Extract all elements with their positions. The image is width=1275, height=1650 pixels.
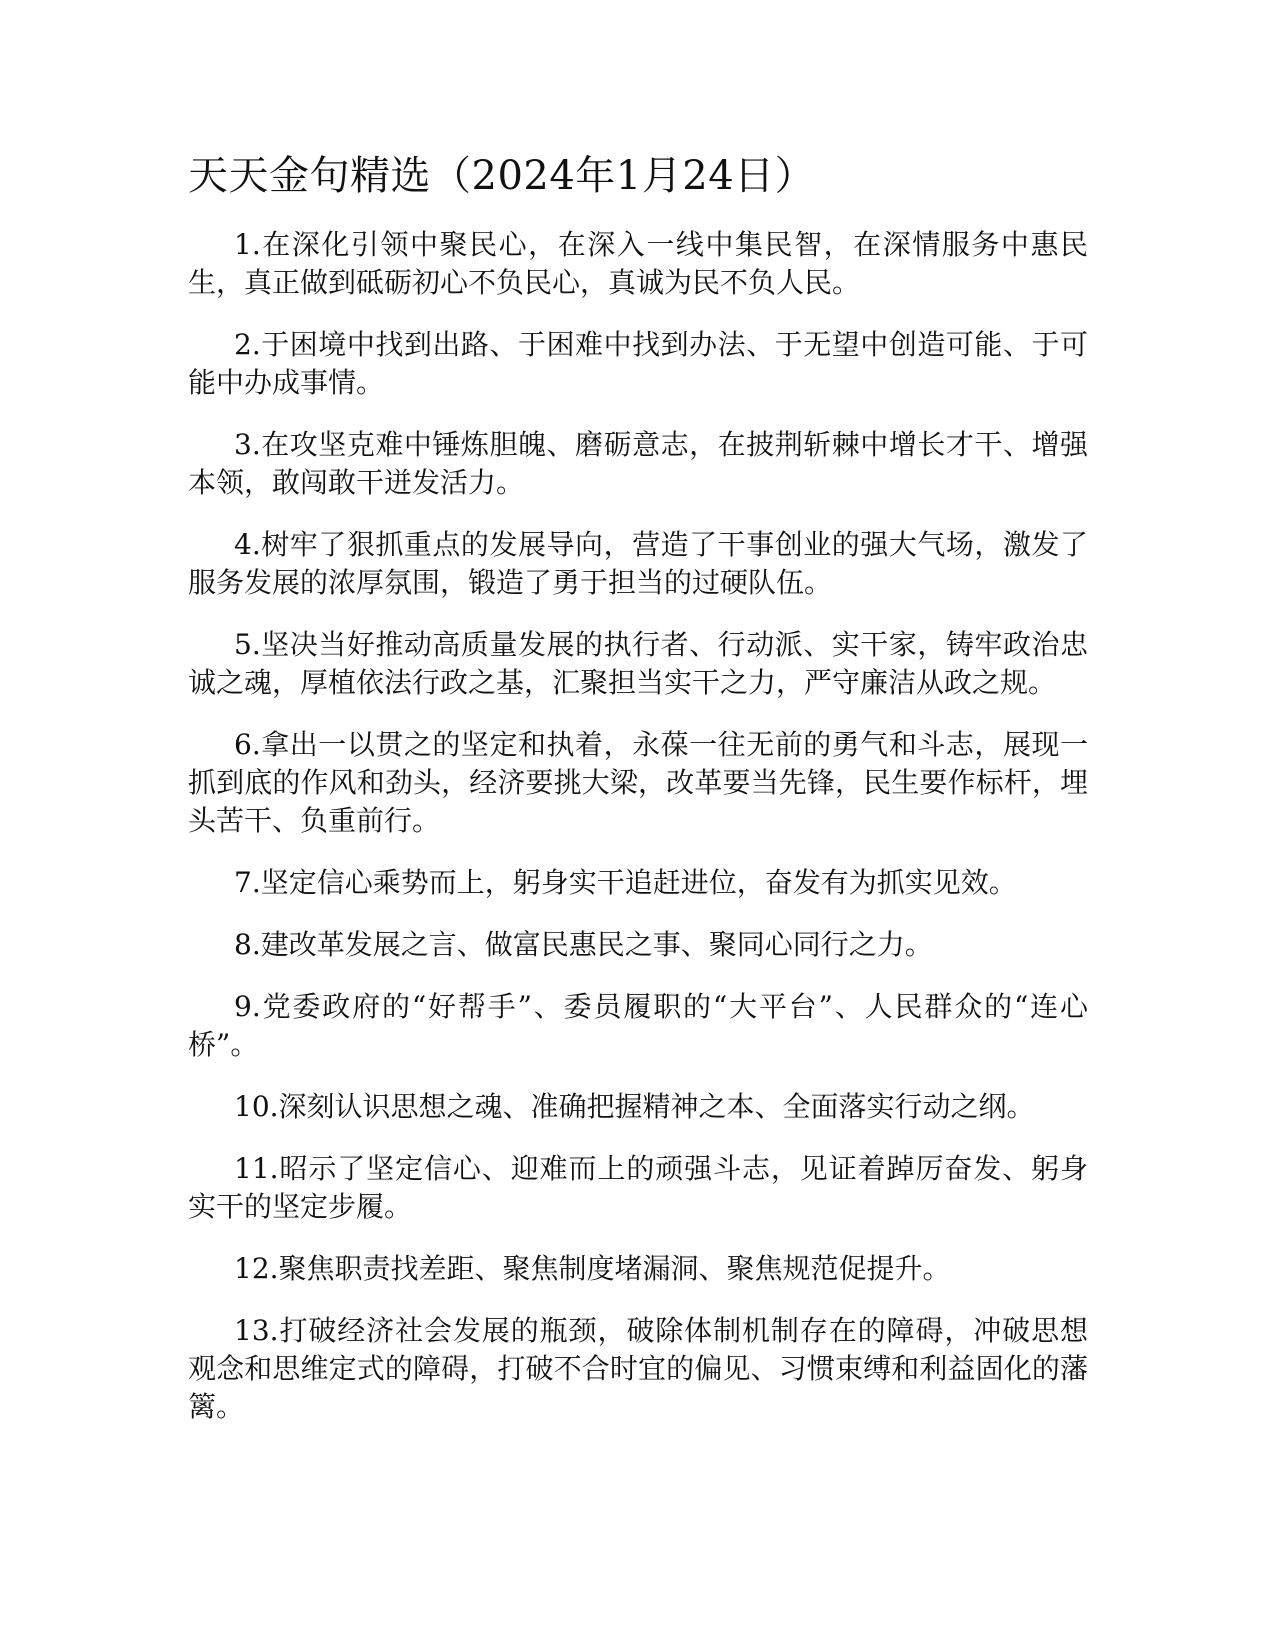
quote-item-13: 13.打破经济社会发展的瓶颈，破除体制机制存在的障碍，冲破思想观念和思维定式的障碍，打破不合时宜的偏见、习惯束缚和利益固化的藩篱。 [188, 1314, 1088, 1423]
quote-item-4: 4.树牢了狠抓重点的发展导向，营造了干事创业的强大气场，激发了服务发展的浓厚氛围，锻造了勇于担当的过硬队伍。 [188, 528, 1088, 599]
quote-item-12: 12.聚焦职责找差距、聚焦制度堵漏洞、聚焦规范促提升。 [234, 1252, 951, 1285]
quote-item-5: 5.坚决当好推动高质量发展的执行者、行动派、实干家，铸牢政治忠诚之魂，厚植依法行政之基，汇聚担当实干之力，严守廉洁从政之规。 [188, 628, 1088, 699]
quote-item-11: 11.昭示了坚定信心、迎难而上的顽强斗志，见证着踔厉奋发、躬身实干的坚定步履。 [188, 1152, 1088, 1223]
quote-item-2: 2.于困境中找到出路、于困难中找到办法、于无望中创造可能、于可能中办成事情。 [188, 328, 1088, 399]
quote-item-8: 8.建改革发展之言、做富民惠民之事、聚同心同行之力。 [234, 928, 933, 961]
document-page [188, 150, 1088, 1450]
quote-item-6: 6.拿出一以贯之的坚定和执着，永葆一往无前的勇气和斗志，展现一抓到底的作风和劲头，经济要挑大梁，改革要当先锋，民生要作标杆，埋头苦干、负重前行。 [188, 728, 1088, 837]
quote-list [188, 226, 1088, 1426]
quote-item-9: 9.党委政府的“好帮手”、委员履职的“大平台”、人民群众的“连心桥”。 [188, 990, 1088, 1061]
quote-item-10: 10.深刻认识思想之魂、准确把握精神之本、全面落实行动之纲。 [234, 1090, 1035, 1123]
document-title: 天天金句精选（2024年1月24日） [188, 153, 816, 199]
quote-item-7: 7.坚定信心乘势而上，躬身实干追赶进位，奋发有为抓实见效。 [234, 866, 1017, 899]
quote-item-1: 1.在深化引领中聚民心，在深入一线中集民智，在深情服务中惠民生，真正做到砥砺初心不负民心，真诚为民不负人民。 [188, 228, 1088, 299]
quote-item-3: 3.在攻坚克难中锤炼胆魄、磨砺意志，在披荆斩棘中增长才干、增强本领，敢闯敢干迸发活力。 [188, 428, 1088, 499]
